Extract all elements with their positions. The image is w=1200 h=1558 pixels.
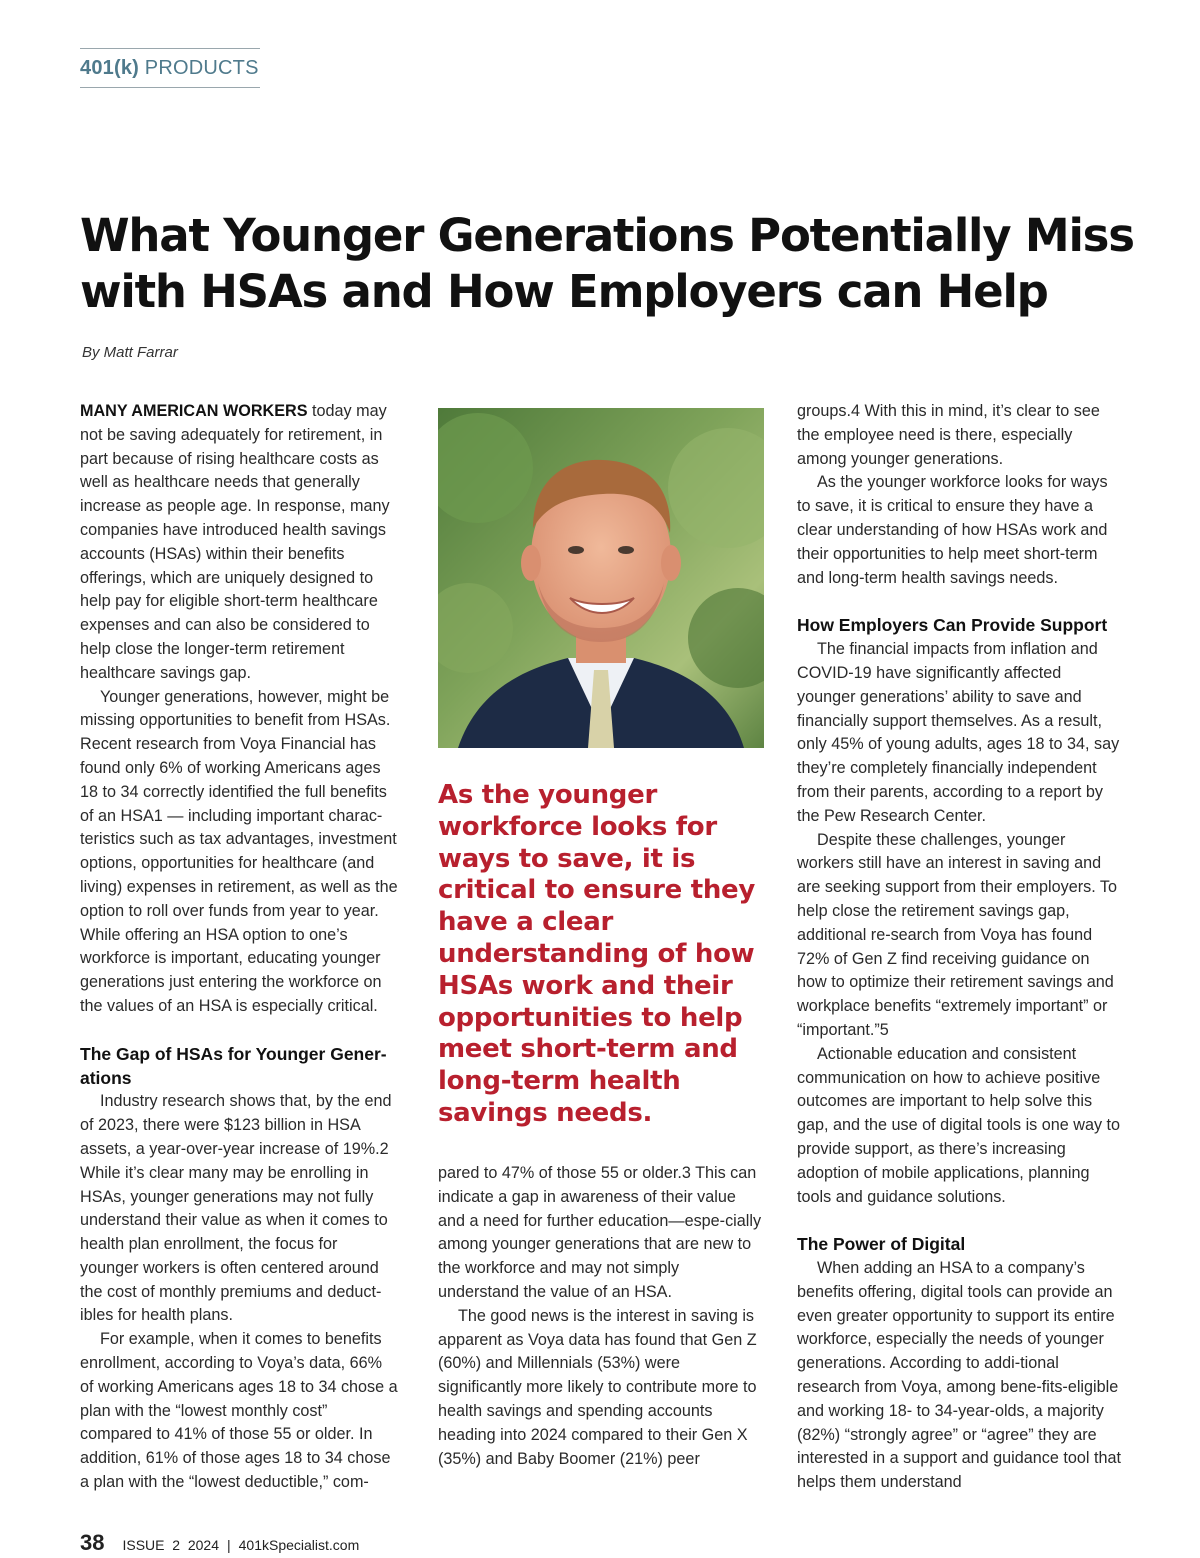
- article-title: What Younger Generations Potentially Miss with HSAs and How Employers can Help: [80, 209, 1134, 318]
- paragraph: As the younger workforce looks for ways to save, it is critical to ensure they have a clear understanding of how HSAs work and their opportunities to help meet short-term and long-term health savings needs.: [797, 473, 1108, 587]
- section-tag-rest: PRODUCTS: [144, 57, 259, 79]
- paragraph: pared to 47% of those 55 or older.3 This can indicate a gap in awareness of their value and a need for further education—espe-cially among younger generations that are new to the workforce and may not simply understand the value of an HSA.: [438, 1164, 762, 1301]
- paragraph: Industry research shows that, by the end of 2023, there were $123 billion in HSA assets, a year-over-year increase of 19%.2 While it’s clear many may be enrolling in HSAs, younger generations may not fully understand their value as when it comes to health plan enrollment, the focus for younger workers is often centered around the cost of monthly premiums and deduct-ibles for health plans.: [80, 1092, 392, 1325]
- paragraph: Despite these challenges, younger workers still have an interest in saving and are seeking support from their employers. To help close the retirement savings gap, additional re-search from Voya has found 72% of Gen Z find receiving guidance on how to optimize their retirement savings and workplace benefits “extremely important” or “important.”5: [797, 830, 1118, 1039]
- paragraph: groups.4 With this in mind, it’s clear to see the employee need is there, especially among younger generations.: [797, 402, 1100, 468]
- paragraph: The financial impacts from inflation and COVID-19 have significantly affected younger generations’ ability to save and financially support themselves. As a result, only 45% of young adults, ages 18 to 34, say they’re completely financially independent from their parents, according to a report by the Pew Research Center.: [797, 640, 1120, 825]
- page-footer: [80, 1530, 359, 1556]
- issue-label: ISSUE 2 2024: [122, 1537, 219, 1553]
- paragraph: When adding an HSA to a company’s benefits offering, digital tools can provide an even greater opportunity to support its entire workforce, especially the needs of younger generations. According to addi-tional research from Voya, among bene-fits-eligible and working 18- to 34-year-olds, a majority (82%) “strongly agree” or “agree” they are interested in a support and guidance tool that helps them understand: [797, 1259, 1121, 1492]
- page-number: 38: [80, 1530, 105, 1555]
- subheading-gap-of-hsas: The Gap of HSAs for Younger Gener-ations: [80, 1043, 387, 1088]
- section-tag-bold: 401(k): [80, 57, 140, 79]
- footer-separator: |: [227, 1537, 231, 1553]
- author-portrait-illustration: [438, 408, 764, 748]
- subheading-employer-support: How Employers Can Provide Support: [797, 615, 1108, 636]
- paragraph: The good news is the interest in saving is apparent as Voya data has found that Gen Z (60%) and Millennials (53%) were significantly more likely to contribute more to health savings and spending accounts heading into 2024 compared to their Gen X (35%) and Baby Boomer (21%) peer: [438, 1306, 757, 1468]
- paragraph-text: today may not be saving adequately for retirement, in part because of rising healthcare costs as well as healthcare needs that generally increase as people age. In response, many companies have introduced health savings accounts (HSAs) within their benefits offerings, which are uniquely designed to help pay for eligible short-term healthcare expenses and can also be considered to help close the longer-term retirement healthcare savings gap.: [80, 402, 390, 682]
- paragraph: For example, when it comes to benefits enrollment, according to Voya’s data, 66% of working Americans ages 18 to 34 chose a plan with the “lowest monthly cost” compared to 41% of those 55 or older. In addition, 61% of those ages 18 to 34 chose a plan with the “lowest deductible,” com-: [80, 1330, 398, 1492]
- article-column-1: [80, 400, 400, 1495]
- section-tag: [80, 48, 260, 88]
- pull-quote: As the younger workforce looks for ways to save, it is critical to ensure they have a clear understanding of how HSAs work and their opportunities to help meet short-term and long-term health savings needs.: [438, 780, 756, 1128]
- paragraph: Younger generations, however, might be missing opportunities to benefit from HSAs. Recent research from Voya Financial has found only 6% of working Americans ages 18 to 34 correctly identified the full benefits of an HSA1 — including important charac-teristics such as tax advantages, investment options, opportunities for healthcare (and living) expenses in retirement, as well as the option to roll over funds from year to year. While offering an HSA option to one’s workforce is important, educating younger generations just entering the workforce on the values of an HSA is especially critical.: [80, 687, 398, 1015]
- lead-in: MANY AMERICAN WORKERS: [80, 402, 308, 420]
- author-photo: [438, 408, 764, 748]
- byline: By Matt Farrar: [82, 344, 178, 361]
- article-column-3: [797, 400, 1122, 1495]
- site-link[interactable]: 401kSpecialist.com: [238, 1537, 360, 1553]
- subheading-power-of-digital: The Power of Digital: [797, 1234, 966, 1255]
- article-column-2: [438, 1162, 762, 1471]
- paragraph: [80, 400, 400, 686]
- paragraph: Actionable education and consistent communication on how to achieve positive outcomes are important to help solve this gap, and the use of digital tools is one way to provide support, as there’s increasing adoption of mobile applications, planning tools and guidance solutions.: [797, 1044, 1121, 1206]
